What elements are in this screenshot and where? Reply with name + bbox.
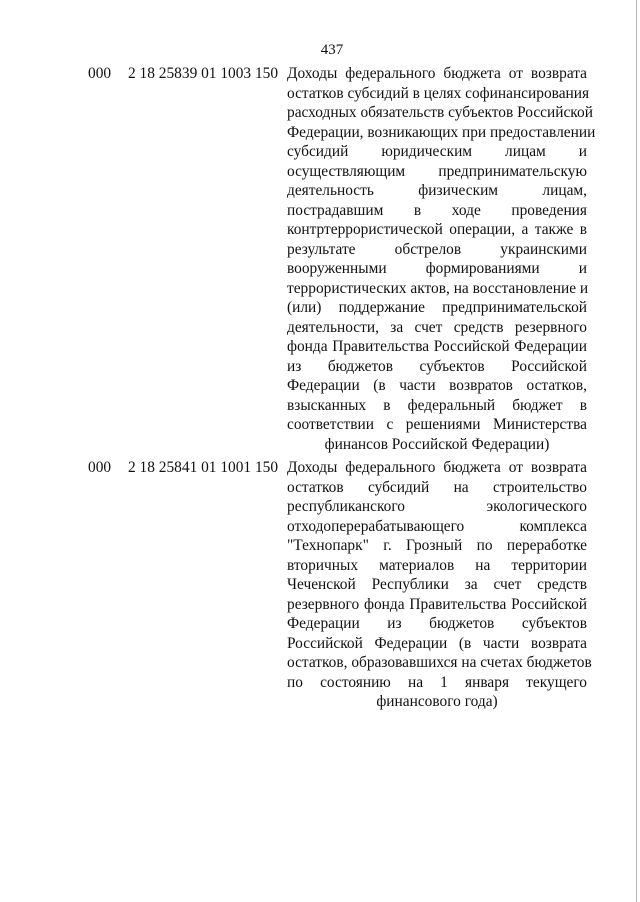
income-description bbox=[287, 64, 596, 454]
description-line: Федерации из бюджетов субъектов bbox=[287, 615, 587, 632]
description-line: вооруженными формированиями и bbox=[287, 260, 587, 277]
description-line: Чеченской Республики за счет средств bbox=[287, 576, 587, 593]
income-description bbox=[287, 458, 592, 712]
description-line: Российской Федерации (в части возврата bbox=[287, 634, 587, 652]
description-line: "Технопарк" г. Грозный по переработке bbox=[287, 537, 587, 554]
description-line: Федерации, возникающих при предоставлении bbox=[287, 123, 596, 141]
description-line: финансов Российской Федерации) bbox=[324, 435, 550, 453]
description-line: (или) поддержание предпринимательской bbox=[287, 299, 587, 316]
description-line: расходных обязательств субъектов Российской bbox=[287, 104, 593, 121]
description-line: пострадавшим в ходе проведения bbox=[287, 201, 587, 219]
description-line: соответствии с решениями Министерства bbox=[287, 416, 587, 433]
description-line: взысканных в федеральный бюджет в bbox=[287, 396, 587, 414]
budget-classification-code: 2 18 25841 01 1001 150 bbox=[128, 459, 279, 476]
description-line: Федерации (в части возвратов остатков, bbox=[287, 377, 587, 394]
description-line: фонда Правительства Российской Федерации bbox=[287, 338, 587, 355]
page-edge-line bbox=[636, 0, 637, 902]
description-line: вторичных материалов на территории bbox=[287, 556, 587, 574]
description-line: террористических актов, на восстановление и bbox=[287, 279, 589, 297]
description-line: контртеррористической операции, а также в bbox=[287, 221, 587, 238]
admin-code: 000 bbox=[88, 65, 112, 82]
description-line: Доходы федерального бюджета от возврата bbox=[287, 459, 587, 476]
description-line: Доходы федерального бюджета от возврата bbox=[287, 65, 587, 82]
description-line: деятельность физическим лицам, bbox=[287, 182, 587, 199]
description-line: деятельности, за счет средств резервного bbox=[287, 318, 587, 336]
description-line: отходоперерабатывающего комплекса bbox=[287, 517, 587, 535]
budget-classification-code: 2 18 25839 01 1003 150 bbox=[128, 65, 279, 82]
description-line: остатков, образовавшихся на счетах бюджетов bbox=[287, 654, 592, 671]
description-line: субсидий юридическим лицам и bbox=[287, 143, 587, 160]
description-line: остатков субсидий на строительство bbox=[287, 478, 587, 496]
description-line: остатков субсидий в целях софинансирования bbox=[287, 84, 590, 102]
description-line: по состоянию на 1 января текущего bbox=[287, 673, 587, 691]
description-line: осуществляющим предпринимательскую bbox=[287, 162, 587, 180]
description-line: из бюджетов субъектов Российской bbox=[287, 357, 587, 375]
description-line: республиканского экологического bbox=[287, 498, 587, 515]
page-number: 437 bbox=[320, 42, 344, 58]
admin-code: 000 bbox=[88, 459, 112, 476]
description-line: резервного фонда Правительства Российской bbox=[287, 595, 587, 613]
description-line: финансового года) bbox=[376, 693, 498, 710]
description-line: результате обстрелов украинскими bbox=[287, 240, 587, 258]
